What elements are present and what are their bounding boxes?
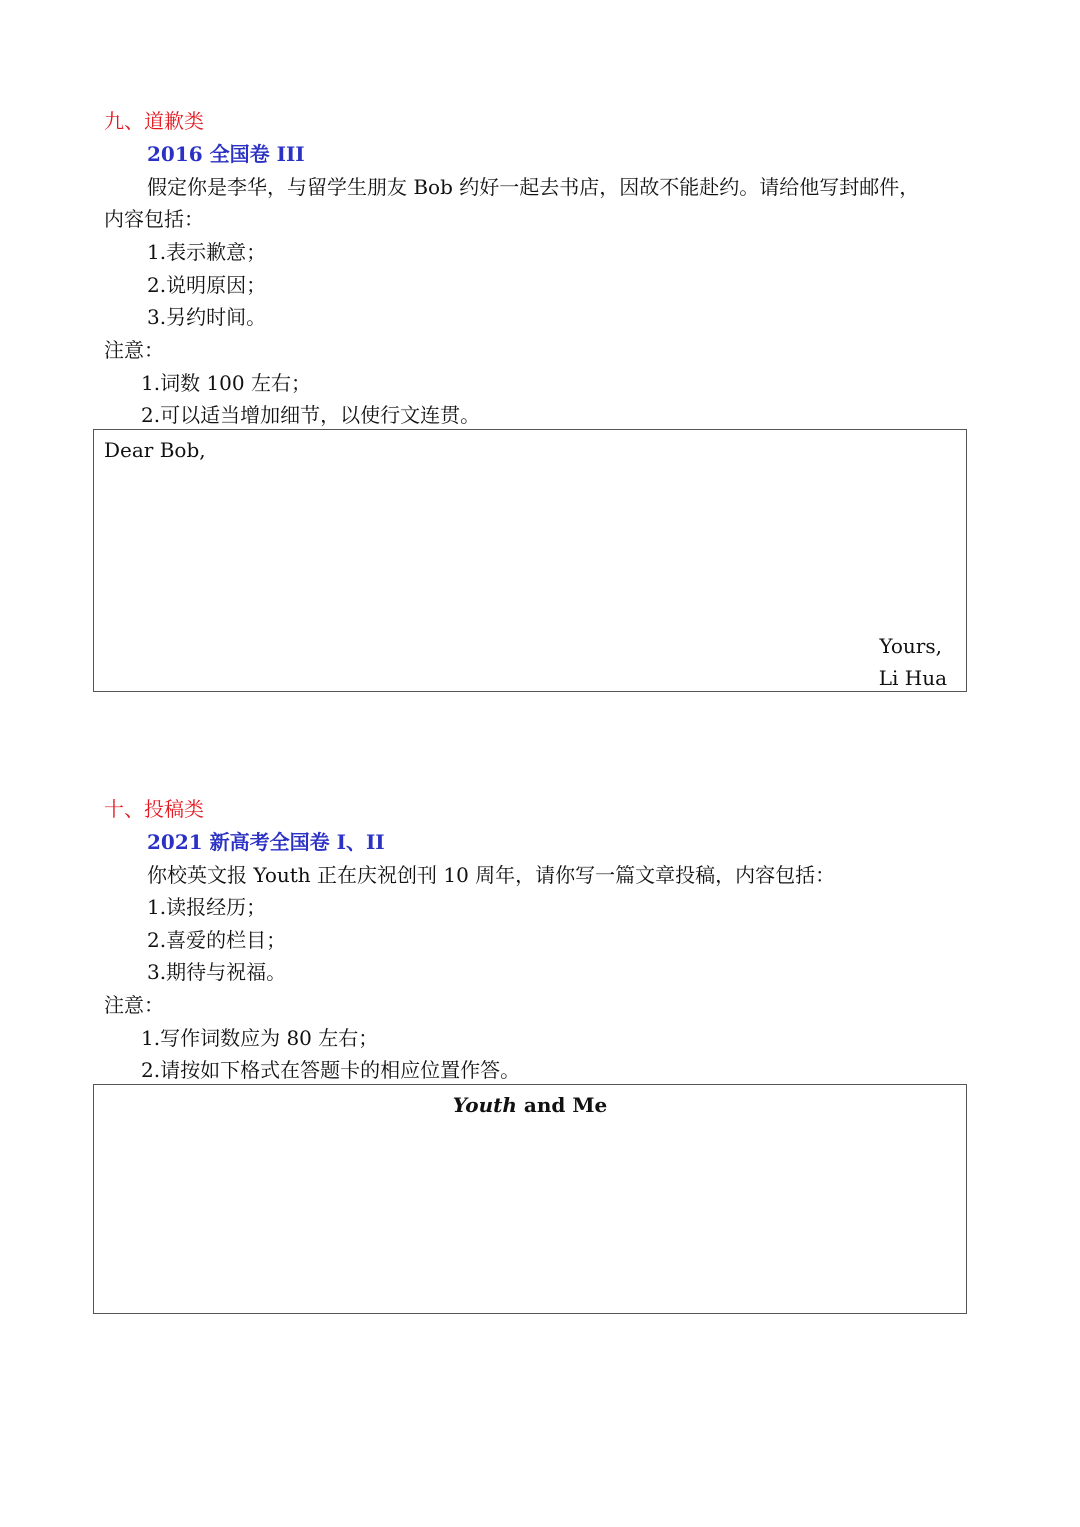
section10-point-2: 2.喜爱的栏目； [147,928,287,952]
essay-answer-box[interactable] [93,1084,967,1314]
section9-prompt-line1: 假定你是李华，与留学生朋友 Bob 约好一起去书店，因故不能赴约。请给他写封邮件， [147,175,920,199]
section9-note-2: 2.可以适当增加细节，以使行文连贯。 [141,403,481,427]
section9-point-2: 2.说明原因； [147,273,267,297]
section10-point-3: 3.期待与祝福。 [147,960,287,984]
essay-title [94,1091,966,1119]
section9-point-1: 1.表示歉意； [147,240,267,264]
section10-heading: 十、投稿类 [104,797,204,821]
letter-signature: Li Hua [878,666,947,690]
letter-greeting: Dear Bob, [104,438,206,462]
section10-note-2: 2.请按如下格式在答题卡的相应位置作答。 [141,1058,521,1082]
section10-source: 2021 新高考全国卷 I、II [147,830,385,854]
section9-heading: 九、道歉类 [104,109,204,133]
letter-answer-box[interactable] [93,429,967,692]
essay-title-rest: and Me [516,1093,608,1117]
section10-notes-label: 注意： [104,993,164,1017]
section9-note-1: 1.词数 100 左右； [141,371,311,395]
section9-point-3: 3.另约时间。 [147,305,267,329]
essay-title-italic: Youth [452,1093,517,1117]
section9-notes-label: 注意： [104,338,164,362]
section10-note-1: 1.写作词数应为 80 左右； [141,1026,379,1050]
section9-source: 2016 全国卷 III [147,142,305,166]
section9-prompt-line2: 内容包括： [104,207,204,231]
section10-prompt-line1: 你校英文报 Youth 正在庆祝创刊 10 周年，请你写一篇文章投稿，内容包括： [147,863,836,887]
section10-point-1: 1.读报经历； [147,895,267,919]
letter-closing: Yours, [879,634,942,658]
